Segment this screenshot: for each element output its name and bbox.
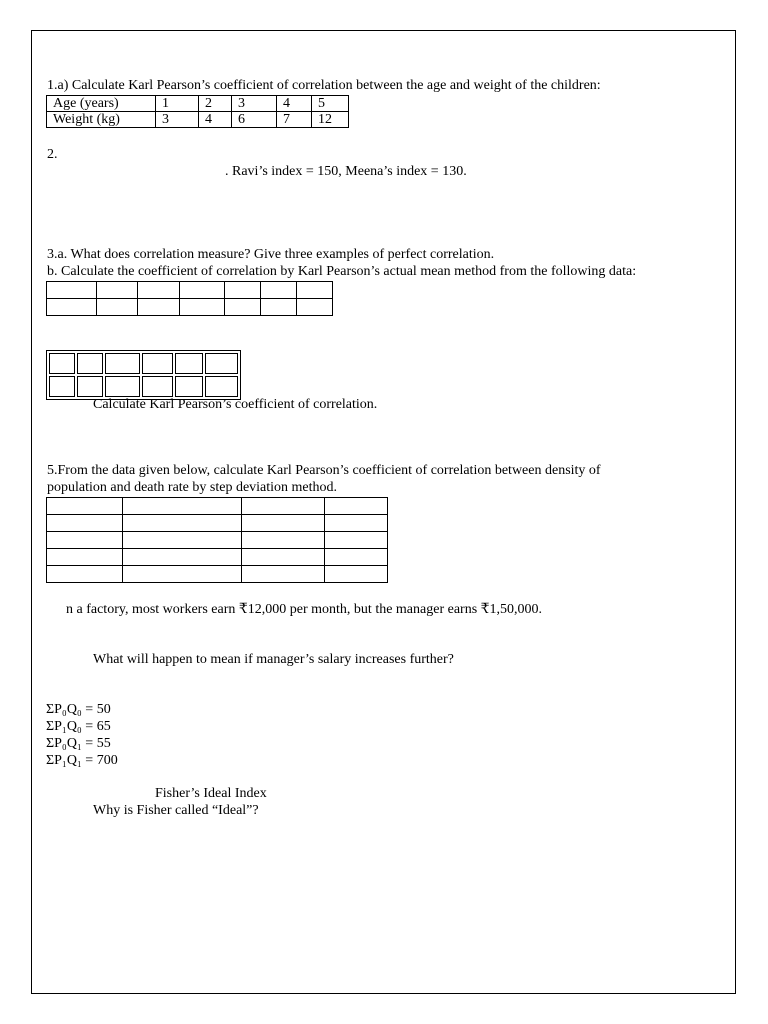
table-cell bbox=[47, 532, 123, 549]
q7-sum-p0q1: ΣP₀Q₁ = 55 bbox=[46, 736, 111, 751]
table-cell bbox=[242, 549, 325, 566]
q2-text: . Ravi’s index = 150, Meena’s index = 130. bbox=[225, 164, 467, 179]
table-cell: 7 bbox=[277, 112, 312, 128]
table-cell bbox=[225, 282, 261, 299]
table-cell bbox=[242, 498, 325, 515]
q6-question: What will happen to mean if manager’s salary increases further? bbox=[93, 652, 454, 667]
q4-table bbox=[46, 350, 241, 400]
table-row bbox=[47, 96, 349, 112]
table-cell: 3 bbox=[156, 112, 199, 128]
table-cell bbox=[297, 282, 333, 299]
table-row bbox=[47, 299, 333, 316]
q7-index-title: Fisher’s Ideal Index bbox=[155, 786, 267, 801]
table-cell bbox=[261, 299, 297, 316]
table-cell bbox=[47, 566, 123, 583]
table-cell bbox=[242, 566, 325, 583]
table-cell bbox=[142, 376, 173, 397]
table-cell: 5 bbox=[312, 96, 349, 112]
table-cell: 2 bbox=[199, 96, 232, 112]
table-cell bbox=[180, 299, 225, 316]
q3-table bbox=[46, 281, 333, 316]
table-cell bbox=[123, 549, 242, 566]
table-cell: Weight (kg) bbox=[47, 112, 156, 128]
table-cell: 1 bbox=[156, 96, 199, 112]
table-cell bbox=[205, 376, 238, 397]
q1-heading: 1.a) Calculate Karl Pearson’s coefficient of correlation between the age and weight of the children: bbox=[47, 78, 601, 93]
q4-instruction: Calculate Karl Pearson’s coefficient of correlation. bbox=[93, 397, 378, 412]
table-cell bbox=[325, 549, 388, 566]
table-cell bbox=[242, 515, 325, 532]
table-cell: 3 bbox=[232, 96, 277, 112]
table-cell bbox=[180, 282, 225, 299]
table-row bbox=[47, 566, 388, 583]
table-cell bbox=[123, 566, 242, 583]
table-cell bbox=[47, 282, 97, 299]
table-cell bbox=[325, 532, 388, 549]
table-row bbox=[47, 549, 388, 566]
table-cell: 6 bbox=[232, 112, 277, 128]
table-cell bbox=[325, 566, 388, 583]
table-cell bbox=[47, 498, 123, 515]
table-cell bbox=[123, 498, 242, 515]
table-cell bbox=[123, 532, 242, 549]
table-cell bbox=[325, 515, 388, 532]
table-row bbox=[47, 498, 388, 515]
q5-table bbox=[46, 497, 388, 583]
table-cell bbox=[77, 353, 103, 374]
table-cell bbox=[47, 299, 97, 316]
table-cell bbox=[138, 299, 180, 316]
table-cell bbox=[138, 282, 180, 299]
q5-line1: 5.From the data given below, calculate Karl Pearson’s coefficient of correlation between density of bbox=[47, 463, 601, 478]
table-cell bbox=[47, 515, 123, 532]
table-cell bbox=[77, 376, 103, 397]
table-row bbox=[49, 353, 238, 374]
table-cell bbox=[225, 299, 261, 316]
table-row bbox=[47, 112, 349, 128]
q7-sum-p0q0: ΣP₀Q₀ = 50 bbox=[46, 702, 111, 717]
q1-table bbox=[46, 95, 349, 128]
table-cell bbox=[325, 498, 388, 515]
q7-sum-p1q0: ΣP₁Q₀ = 65 bbox=[46, 719, 111, 734]
table-cell bbox=[242, 532, 325, 549]
table-row bbox=[49, 376, 238, 397]
table-cell bbox=[175, 353, 203, 374]
q6-text: n a factory, most workers earn ₹12,000 per month, but the manager earns ₹1,50,000. bbox=[66, 602, 543, 617]
table-cell bbox=[97, 299, 138, 316]
table-cell bbox=[105, 353, 140, 374]
table-cell bbox=[175, 376, 203, 397]
q7-sum-p1q1: ΣP₁Q₁ = 700 bbox=[46, 753, 118, 768]
table-cell bbox=[123, 515, 242, 532]
table-cell: 12 bbox=[312, 112, 349, 128]
table-cell bbox=[205, 353, 238, 374]
q3-line-b: b. Calculate the coefficient of correlation by Karl Pearson’s actual mean method from the following data: bbox=[47, 264, 637, 279]
q5-line2: population and death rate by step deviation method. bbox=[47, 480, 338, 495]
table-cell bbox=[261, 282, 297, 299]
table-cell: 4 bbox=[277, 96, 312, 112]
table-cell bbox=[97, 282, 138, 299]
table-cell: 4 bbox=[199, 112, 232, 128]
table-row bbox=[47, 515, 388, 532]
q3-line-a: 3.a. What does correlation measure? Give three examples of perfect correlation. bbox=[47, 247, 495, 262]
table-cell: Age (years) bbox=[47, 96, 156, 112]
table-cell bbox=[105, 376, 140, 397]
table-cell bbox=[49, 376, 75, 397]
q7-question: Why is Fisher called “Ideal”? bbox=[93, 803, 259, 818]
table-cell bbox=[297, 299, 333, 316]
table-cell bbox=[47, 549, 123, 566]
table-cell bbox=[142, 353, 173, 374]
table-row bbox=[47, 282, 333, 299]
table-row bbox=[47, 532, 388, 549]
table-cell bbox=[49, 353, 75, 374]
q2-number: 2. bbox=[47, 147, 58, 162]
